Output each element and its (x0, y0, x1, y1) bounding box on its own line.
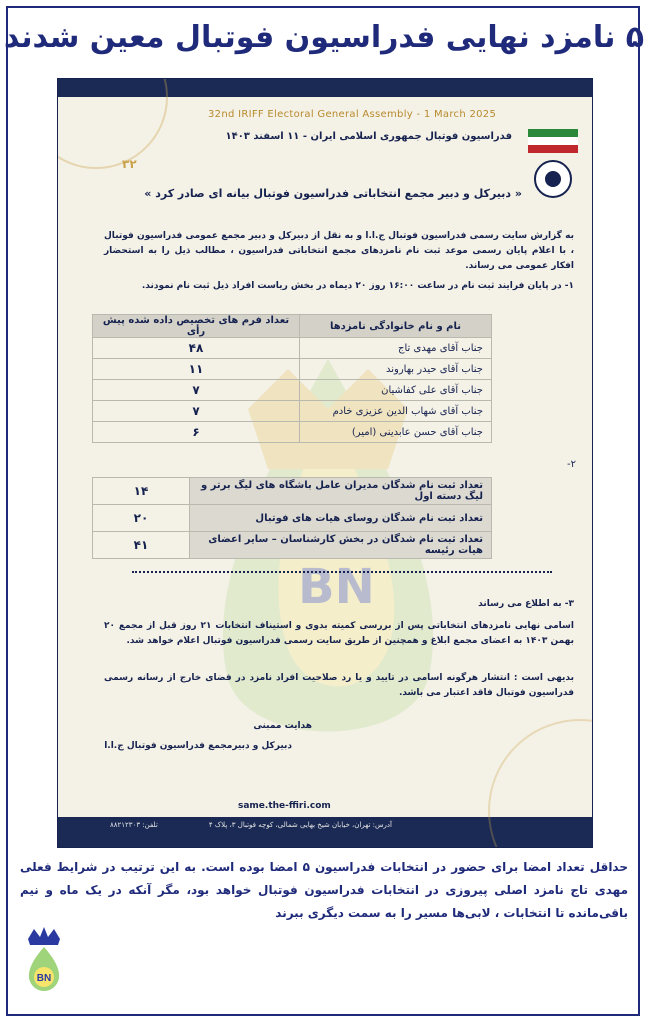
item-1: ۱- در پایان فرایند ثبت نام در ساعت ۱۶:۰۰ روز ۲۰ دیماه در بخش ریاست افراد ذیل ثبت نام نمودند. (141, 281, 574, 291)
final-names-paragraph: اسامی نهایی نامزدهای انتخاباتی پس از بررسی کمیته بدوی و استیناف انتخابات ۲۱ روز قبل از مجمع ۲۰ بهمن ۱۴۰۳ به اعضای مجمع ابلاغ و همچنین از طریق سایت رسمی فدراسیون فوتبال اعلام خواهد شد. (104, 621, 574, 646)
registrant-label: تعداد ثبت نام شدگان مدیران عامل باشگاه های لیگ برتر و لیگ دسته اول (190, 478, 492, 505)
signer-name: هدایت ممبنی (253, 721, 312, 731)
candidate-count: ۷ (93, 380, 300, 401)
registrant-label: تعداد ثبت نام شدگان در بخش کارشناسان – سایر اعضای هیات رئیسه (190, 532, 492, 559)
candidate-count: ۱۱ (93, 359, 300, 380)
candidate-name: جناب آقای مهدی تاج (300, 338, 492, 359)
federation-logo-icon (522, 129, 584, 209)
registrant-count: ۱۴ (93, 478, 190, 505)
registrant-count: ۲۰ (93, 505, 190, 532)
candidate-count: ۴۸ (93, 338, 300, 359)
candidate-count: ۷ (93, 401, 300, 422)
candidate-name: جناب آقای شهاب الدین عزیزی خادم (300, 401, 492, 422)
column-header-count: تعداد فرم های تخصیص داده شده پیش رأی (93, 315, 300, 338)
table-row (93, 401, 492, 422)
candidate-name: جناب آقای حسن عابدینی (امیر) (300, 422, 492, 443)
table-row (93, 359, 492, 380)
assembly-title: 32nd IRIFF Electoral General Assembly - 1 March 2025 (208, 109, 497, 120)
registrant-label: تعداد ثبت نام شدگان روسای هیات های فوتبال (190, 505, 492, 532)
scanned-statement (57, 78, 593, 848)
bn-logo-icon (22, 925, 66, 995)
caption-text: حداقل تعداد امضا برای حضور در انتخابات فدراسیون ۵ امضا بوده است. به این ترتیب در شرایط فعلی مهدی تاج نامزد اصلی پیروزی در انتخابات فدراسیون فوتبال خواهد بود، مگر آنکه در یک ماه و نیم باقی‌مانده تا انتخابات ، لابی‌ها مسیر را به سمت دیگری ببرند (20, 860, 629, 920)
anniversary-mark: ۳۲ (122, 157, 137, 171)
table-row (93, 532, 492, 559)
watermark-text: BN (298, 559, 375, 615)
table-row (93, 505, 492, 532)
page-headline: ۵ نامزد نهایی فدراسیون فوتبال معین شدند (3, 20, 645, 55)
federation-line: فدراسیون فوتبال جمهوری اسلامی ایران - ۱۱ اسفند ۱۴۰۳ (225, 131, 512, 142)
table-row (93, 422, 492, 443)
signer-title: دبیرکل و دبیرمجمع فدراسیون فوتبال ج.ا.ا (104, 741, 292, 751)
corner-ornament (57, 78, 168, 169)
candidates-table (92, 314, 492, 443)
table-row (93, 380, 492, 401)
statement-title: « دبیرکل و دبیر مجمع انتخاباتی فدراسیون فوتبال بیانه ای صادر کرد » (144, 187, 522, 200)
item-2-marker: ۲- (567, 459, 576, 470)
phone-footer: تلفن: ۸۸۲۱۲۳۰۳ (110, 821, 158, 829)
registrants-table (92, 477, 492, 559)
item-3: ۳- به اطلاع می رساند (478, 599, 574, 609)
disclaimer-paragraph: بدیهی است : انتشار هرگونه اسامی در تایید و یا رد صلاحیت افراد نامزد در فضای خارج از رسانه رسمی فدراسیون فوتبال فاقد اعتبار می باشد. (104, 673, 574, 698)
registrant-count: ۴۱ (93, 532, 190, 559)
address-footer: آدرس: تهران، خیابان شیخ بهایی شمالی، کوچه فوتبال ۳، پلاک ۴ (208, 821, 392, 829)
candidate-name: جناب آقای حیدر بهاروند (300, 359, 492, 380)
corner-ornament-bottom (488, 719, 593, 848)
bn-logo-text: BN (36, 973, 52, 984)
website-footer: same.the-ffiri.com (238, 801, 331, 811)
table-row (93, 338, 492, 359)
intro-paragraph: به گزارش سایت رسمی فدراسیون فوتبال ج.ا.ا و به نقل از دبیرکل و دبیر مجمع عمومی فدراسیون فوتبال ، با اعلام پایان رسمی موعد ثبت نام نامزدهای مجمع انتخاباتی فدراسیون ، مطالب ذیل را به استحضار افکار عمومی می رساند. (104, 231, 574, 271)
candidate-count: ۶ (93, 422, 300, 443)
table-row (93, 478, 492, 505)
column-header-name: نام و نام خانوادگی نامزدها (300, 315, 492, 338)
dotted-divider (132, 571, 552, 573)
table-header-row (93, 315, 492, 338)
candidate-name: جناب آقای علی کفاشیان (300, 380, 492, 401)
